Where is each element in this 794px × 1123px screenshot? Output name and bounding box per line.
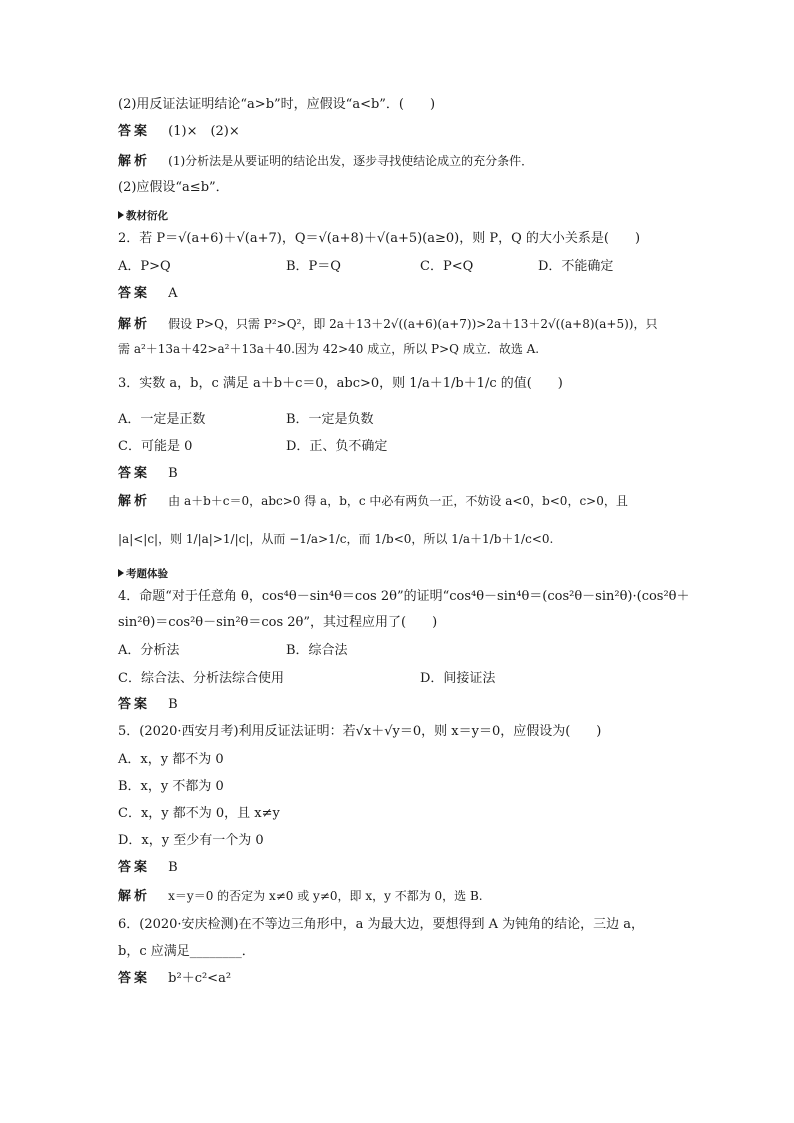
- question-6: 6．(2020·安庆检测)在不等边三角形中，a 为最大边，要想得到 A 为钝角的结论，三边 a，: [118, 917, 645, 932]
- option-b: B．综合法: [286, 643, 348, 658]
- question-2: 2．若 P＝√(a+6)＋√(a+7)，Q＝√(a+8)＋√(a+5)(a≥0)，则 P，Q 的大小关系是( ): [118, 231, 641, 246]
- answer-label: 答案: [118, 286, 151, 301]
- section-heading: [118, 565, 168, 583]
- explanation-text: (2)应假设“a≤b”．: [118, 180, 229, 195]
- answer-row: [118, 465, 178, 483]
- q1-part2: (2)用反证法证明结论“a>b”时，应假设“a<b”．( ): [118, 97, 436, 112]
- question-3: 3．实数 a，b，c 满足 a＋b＋c＝0，abc>0，则 1/a＋1/b＋1/c 的值( ): [118, 376, 563, 391]
- explanation-label: 解析: [118, 154, 151, 169]
- answer-row: [118, 859, 178, 877]
- section-title: 教材衍化: [126, 210, 168, 222]
- option-b: B．x，y 不都为 0: [118, 779, 224, 794]
- answer-row: [118, 285, 178, 303]
- answer-label: 答案: [118, 860, 151, 875]
- option-d: D．x，y 至少有一个为 0: [118, 833, 264, 848]
- answer-row: [118, 123, 240, 141]
- answer-row: [118, 696, 178, 714]
- explanation-row: [118, 492, 628, 511]
- explanation-label: 解析: [118, 317, 151, 332]
- option-c: C．x，y 都不为 0，且 x≠y: [118, 806, 280, 821]
- option-c: C．可能是 0: [118, 439, 193, 454]
- answer-text: B: [168, 466, 178, 481]
- explanation-text: |a|<|c|，则 1/|a|>1/|c|，从而 −1/a>1/c，而 1/b<0，所以 1/a＋1/b＋1/c<0.: [118, 532, 554, 546]
- option-c: C．综合法、分析法综合使用: [118, 671, 284, 686]
- explanation-row: [118, 315, 657, 334]
- option-d: D．间接证法: [420, 671, 496, 686]
- question-4: 4．命题“对于任意角 θ，cos⁴θ－sin⁴θ＝cos 2θ”的证明“cos⁴θ－sin⁴θ＝(cos²θ－sin²θ)·(cos²θ＋: [118, 589, 690, 604]
- explanation-text: 需 a²＋13a＋42>a²＋13a＋40.因为 42>40 成立，所以 P>Q 成立．故选 A.: [118, 342, 540, 356]
- section-title: 考题体验: [126, 568, 168, 580]
- answer-text: B: [168, 860, 178, 875]
- answer-text: b²＋c²<a²: [168, 971, 232, 986]
- triangle-bullet-icon: [118, 569, 124, 577]
- answer-label: 答案: [118, 697, 151, 712]
- explanation-text: x＝y＝0 的否定为 x≠0 或 y≠0，即 x，y 不都为 0，选 B.: [168, 889, 483, 903]
- explanation-text: 假设 P>Q，只需 P²>Q²，即 2a＋13＋2√((a+6)(a+7))>2a＋13＋2√((a+8)(a+5))，只: [168, 317, 658, 331]
- explanation-row: [118, 887, 483, 906]
- option-a: A．一定是正数: [118, 412, 206, 427]
- question-4-cont: sin²θ)＝cos²θ－sin²θ＝cos 2θ”，其过程应用了( ): [118, 615, 438, 630]
- section-heading: [118, 207, 168, 225]
- option-b: B．一定是负数: [286, 412, 374, 427]
- option-a: A．分析法: [118, 643, 180, 658]
- answer-text: (1)× (2)×: [168, 124, 240, 139]
- option-c: C．P<Q: [420, 259, 474, 274]
- explanation-text: (1)分析法是从要证明的结论出发，逐步寻找使结论成立的充分条件．: [168, 154, 534, 168]
- answer-text: B: [168, 697, 178, 712]
- explanation-text: 由 a＋b＋c＝0，abc>0 得 a，b，c 中必有两负一正，不妨设 a<0，b<0，c>0，且: [168, 494, 628, 508]
- explanation-label: 解析: [118, 494, 151, 509]
- answer-label: 答案: [118, 124, 151, 139]
- option-d: D．不能确定: [538, 259, 614, 274]
- option-b: B．P＝Q: [286, 259, 341, 274]
- option-a: A．P>Q: [118, 259, 171, 274]
- explanation-row: [118, 152, 533, 171]
- option-d: D．正、负不确定: [286, 439, 388, 454]
- triangle-bullet-icon: [118, 211, 124, 219]
- answer-row: [118, 970, 231, 988]
- question-6-cont: b，c 应满足________．: [118, 944, 255, 959]
- answer-label: 答案: [118, 466, 151, 481]
- answer-text: A: [168, 286, 178, 301]
- question-5: 5．(2020·西安月考)利用反证法证明：若√x＋√y＝0，则 x＝y＝0，应假设为( ): [118, 724, 602, 739]
- option-a: A．x，y 都不为 0: [118, 752, 224, 767]
- answer-label: 答案: [118, 971, 151, 986]
- explanation-label: 解析: [118, 889, 151, 904]
